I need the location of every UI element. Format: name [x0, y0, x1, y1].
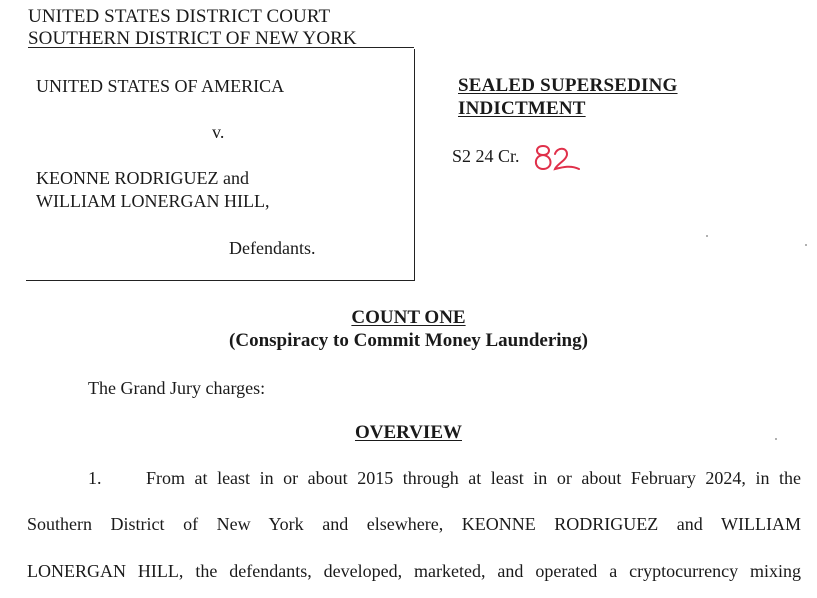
paragraph-number: 1. [88, 468, 102, 488]
caption-bottom-rule [26, 280, 415, 281]
paragraph-line-3: LONERGAN HILL, the defendants, developed, marketed, and operated a cryptocurrency mixing [27, 561, 801, 581]
paragraph-line-1: From at least in or about 2015 through at least in or about February 2024, in the [146, 468, 801, 488]
case-number-prefix: S2 24 Cr. [452, 146, 520, 166]
defendant-name-2: WILLIAM LONERGAN HILL, [36, 191, 270, 211]
document-title-line1: SEALED SUPERSEDING [458, 75, 678, 96]
handwritten-82-icon [531, 138, 583, 174]
court-header-rule [28, 47, 414, 48]
count-subtitle: (Conspiracy to Commit Money Laundering) [229, 330, 588, 351]
document-title-line2: INDICTMENT [458, 98, 586, 119]
handwritten-case-number [531, 138, 583, 179]
plaintiff-name: UNITED STATES OF AMERICA [36, 76, 285, 96]
scan-speck [775, 438, 777, 440]
defendants-label: Defendants. [229, 238, 316, 258]
count-title: COUNT ONE [351, 307, 466, 328]
court-name: UNITED STATES DISTRICT COURT [28, 6, 331, 27]
charges-intro: The Grand Jury charges: [88, 378, 266, 398]
defendant-name-1: KEONNE RODRIGUEZ and [36, 168, 249, 188]
versus-label: v. [212, 122, 225, 142]
paragraph-line-2: Southern District of New York and elsewhere, KEONNE RODRIGUEZ and WILLIAM [27, 514, 801, 534]
section-heading: OVERVIEW [354, 422, 462, 443]
court-district: SOUTHERN DISTRICT OF NEW YORK [28, 28, 357, 49]
scan-speck [706, 235, 708, 237]
scan-speck [805, 244, 807, 246]
